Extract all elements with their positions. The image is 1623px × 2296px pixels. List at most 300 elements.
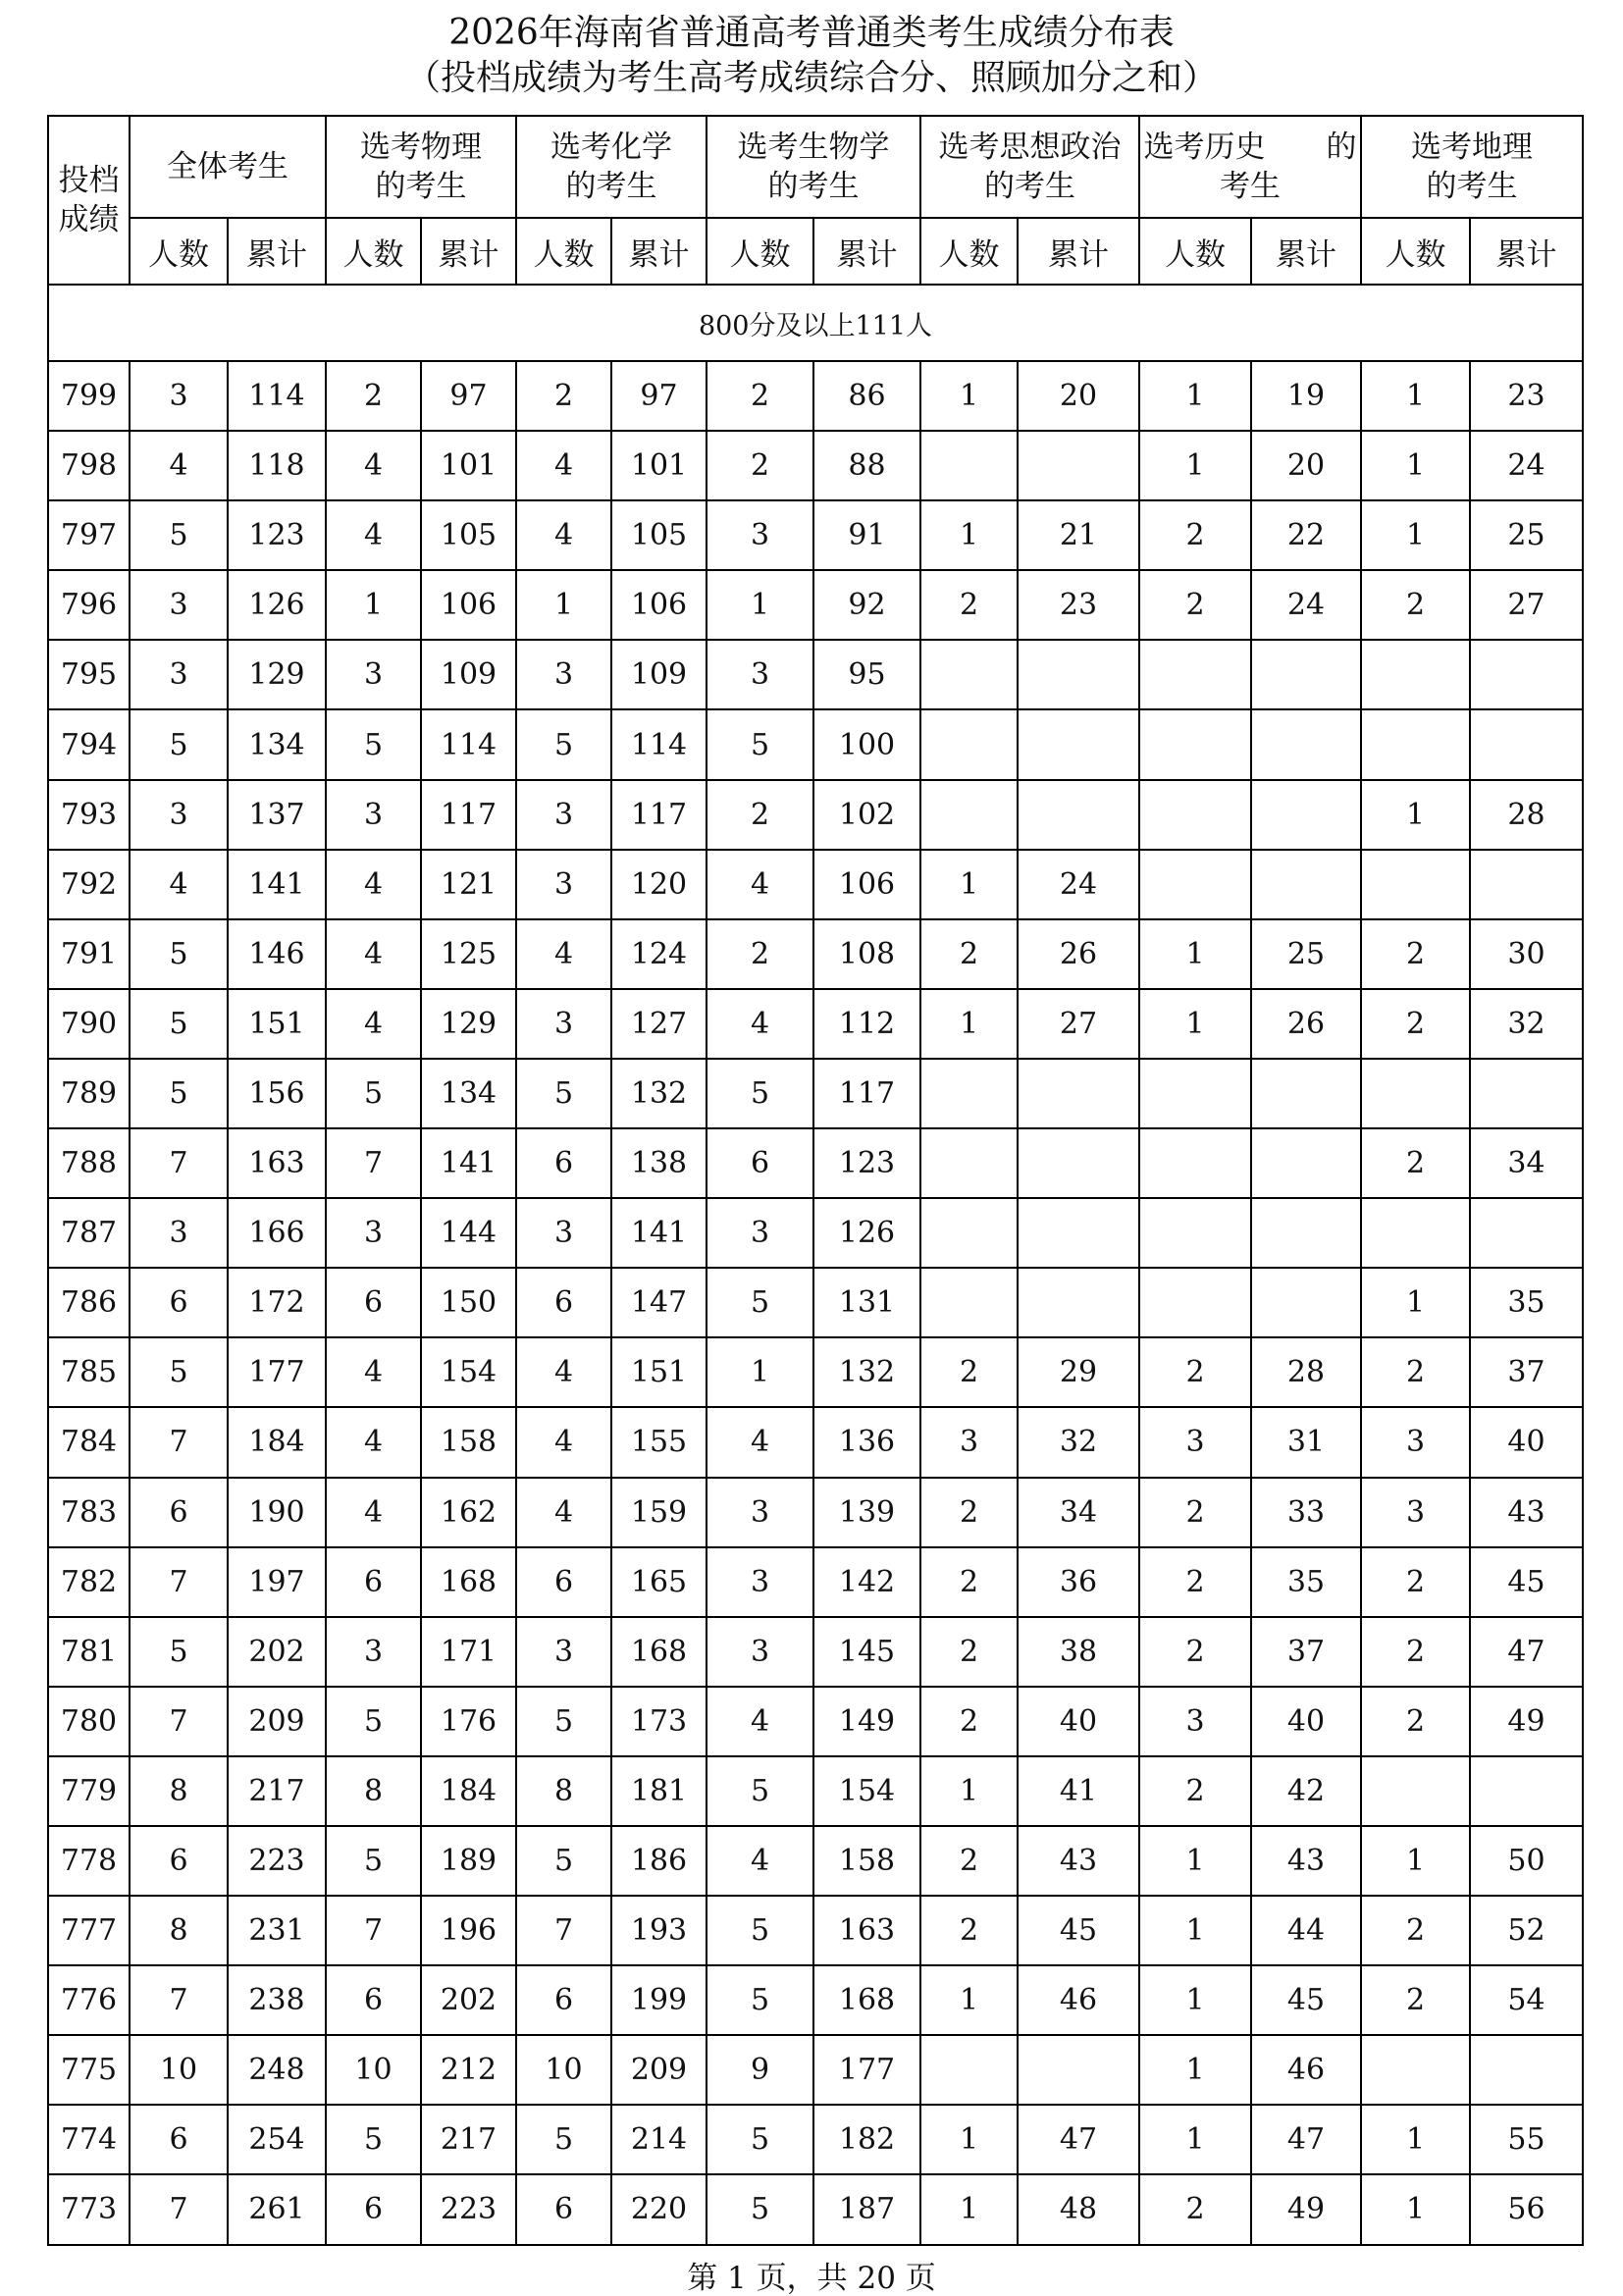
physics-cumulative-cell: 101 bbox=[421, 431, 516, 500]
politics-cumulative-cell bbox=[1018, 780, 1139, 850]
politics-count-cell: 1 bbox=[920, 2105, 1018, 2174]
physics-count-cell: 5 bbox=[326, 709, 421, 779]
score-cell: 795 bbox=[48, 640, 130, 709]
physics-cumulative-cell: 106 bbox=[421, 570, 516, 640]
group-header-geography bbox=[1361, 116, 1583, 218]
physics-cumulative-cell: 162 bbox=[421, 1478, 516, 1547]
history-count-cell bbox=[1139, 850, 1251, 919]
chemistry-cumulative-cell: 181 bbox=[611, 1756, 707, 1826]
geography-count-cell: 1 bbox=[1361, 500, 1470, 570]
history-count-cell: 1 bbox=[1139, 919, 1251, 989]
geography-count-cell: 1 bbox=[1361, 1826, 1470, 1896]
geography-count-cell: 2 bbox=[1361, 989, 1470, 1059]
politics-count-cell bbox=[920, 2035, 1018, 2105]
biology-cumulative-cell: 88 bbox=[813, 431, 920, 500]
score-header-cell bbox=[48, 116, 130, 285]
table-row bbox=[48, 431, 1583, 500]
biology-cumulative-cell: 117 bbox=[813, 1059, 920, 1128]
biology-cumulative-cell: 154 bbox=[813, 1756, 920, 1826]
score-cell: 798 bbox=[48, 431, 130, 500]
score-cell: 776 bbox=[48, 1965, 130, 2035]
physics-count-cell: 6 bbox=[326, 1547, 421, 1617]
chemistry-count-cell: 8 bbox=[516, 1756, 611, 1826]
geography-cumulative-cell bbox=[1470, 709, 1583, 779]
chemistry-cumulative-cell: 117 bbox=[611, 780, 707, 850]
chemistry-cumulative-cell: 141 bbox=[611, 1198, 707, 1268]
physics-count-cell: 7 bbox=[326, 1896, 421, 1965]
all-cumulative-cell: 118 bbox=[228, 431, 326, 500]
history-cumulative-cell: 47 bbox=[1251, 2105, 1361, 2174]
biology-count-cell: 5 bbox=[707, 709, 813, 779]
chemistry-cumulative-cell: 220 bbox=[611, 2174, 707, 2244]
group-header-biology bbox=[707, 116, 920, 218]
geography-count-cell: 1 bbox=[1361, 431, 1470, 500]
biology-count-cell: 4 bbox=[707, 1407, 813, 1477]
chemistry-cumulative-cell: 127 bbox=[611, 989, 707, 1059]
geography-count-cell bbox=[1361, 2035, 1470, 2105]
history-count-cell: 2 bbox=[1139, 1337, 1251, 1407]
biology-count-cell: 2 bbox=[707, 361, 813, 431]
geography-count-cell bbox=[1361, 1198, 1470, 1268]
banner-cell: 800分及以上111人 bbox=[48, 285, 1583, 361]
physics-count-cell: 5 bbox=[326, 1687, 421, 1756]
history-count-cell: 2 bbox=[1139, 1617, 1251, 1687]
biology-count-cell: 5 bbox=[707, 1059, 813, 1128]
biology-cumulative-cell: 163 bbox=[813, 1896, 920, 1965]
chemistry-cumulative-cell: 214 bbox=[611, 2105, 707, 2174]
physics-cumulative-cell: 117 bbox=[421, 780, 516, 850]
physics-cumulative-cell: 189 bbox=[421, 1826, 516, 1896]
group-header-line1: 选考化学 bbox=[550, 130, 672, 165]
biology-cumulative-cell: 100 bbox=[813, 709, 920, 779]
all-count-cell: 3 bbox=[130, 570, 228, 640]
history-count-cell bbox=[1139, 1059, 1251, 1128]
biology-count-cell: 3 bbox=[707, 500, 813, 570]
chemistry-count-cell: 4 bbox=[516, 1407, 611, 1477]
table-row bbox=[48, 780, 1583, 850]
score-cell: 797 bbox=[48, 500, 130, 570]
history-cumulative-cell bbox=[1251, 1268, 1361, 1337]
chemistry-count-cell: 3 bbox=[516, 780, 611, 850]
politics-cumulative-cell: 20 bbox=[1018, 361, 1139, 431]
count-header: 人数 bbox=[1139, 218, 1251, 285]
biology-cumulative-cell: 92 bbox=[813, 570, 920, 640]
table-row bbox=[48, 1687, 1583, 1756]
group-header-all bbox=[130, 116, 326, 218]
geography-cumulative-cell: 23 bbox=[1470, 361, 1583, 431]
physics-cumulative-cell: 114 bbox=[421, 709, 516, 779]
count-header: 人数 bbox=[920, 218, 1018, 285]
chemistry-count-cell: 4 bbox=[516, 1478, 611, 1547]
score-cell: 773 bbox=[48, 2174, 130, 2244]
group-header-politics bbox=[920, 116, 1139, 218]
all-cumulative-cell: 156 bbox=[228, 1059, 326, 1128]
politics-count-cell: 3 bbox=[920, 1407, 1018, 1477]
chemistry-count-cell: 3 bbox=[516, 1617, 611, 1687]
physics-cumulative-cell: 223 bbox=[421, 2174, 516, 2244]
politics-count-cell bbox=[920, 1268, 1018, 1337]
geography-count-cell: 2 bbox=[1361, 1896, 1470, 1965]
chemistry-count-cell: 6 bbox=[516, 2174, 611, 2244]
history-cumulative-cell: 49 bbox=[1251, 2174, 1361, 2244]
all-cumulative-cell: 223 bbox=[228, 1826, 326, 1896]
biology-cumulative-cell: 102 bbox=[813, 780, 920, 850]
biology-cumulative-cell: 106 bbox=[813, 850, 920, 919]
chemistry-cumulative-cell: 114 bbox=[611, 709, 707, 779]
geography-count-cell bbox=[1361, 709, 1470, 779]
politics-count-cell bbox=[920, 1198, 1018, 1268]
history-count-cell: 1 bbox=[1139, 1896, 1251, 1965]
group-header-chemistry bbox=[516, 116, 707, 218]
group-header-line2: 的考生 bbox=[767, 169, 860, 204]
physics-cumulative-cell: 141 bbox=[421, 1128, 516, 1198]
history-cumulative-cell: 42 bbox=[1251, 1756, 1361, 1826]
table-row bbox=[48, 361, 1583, 431]
politics-cumulative-cell: 41 bbox=[1018, 1756, 1139, 1826]
history-cumulative-cell bbox=[1251, 640, 1361, 709]
biology-count-cell: 5 bbox=[707, 1268, 813, 1337]
table-row bbox=[48, 570, 1583, 640]
history-count-cell bbox=[1139, 1268, 1251, 1337]
geography-cumulative-cell bbox=[1470, 1756, 1583, 1826]
geography-cumulative-cell: 45 bbox=[1470, 1547, 1583, 1617]
biology-count-cell: 4 bbox=[707, 1687, 813, 1756]
score-cell: 778 bbox=[48, 1826, 130, 1896]
chemistry-cumulative-cell: 209 bbox=[611, 2035, 707, 2105]
all-cumulative-cell: 123 bbox=[228, 500, 326, 570]
score-distribution-table bbox=[47, 115, 1584, 2246]
cumulative-header: 累计 bbox=[611, 218, 707, 285]
geography-count-cell: 1 bbox=[1361, 1268, 1470, 1337]
chemistry-count-cell: 5 bbox=[516, 709, 611, 779]
physics-count-cell: 3 bbox=[326, 1198, 421, 1268]
biology-count-cell: 3 bbox=[707, 1478, 813, 1547]
all-count-cell: 4 bbox=[130, 431, 228, 500]
count-header: 人数 bbox=[326, 218, 421, 285]
count-header: 人数 bbox=[707, 218, 813, 285]
politics-count-cell: 1 bbox=[920, 989, 1018, 1059]
table-row bbox=[48, 1826, 1583, 1896]
chemistry-cumulative-cell: 120 bbox=[611, 850, 707, 919]
table-row bbox=[48, 1059, 1583, 1128]
chemistry-count-cell: 4 bbox=[516, 919, 611, 989]
all-cumulative-cell: 163 bbox=[228, 1128, 326, 1198]
physics-cumulative-cell: 150 bbox=[421, 1268, 516, 1337]
politics-count-cell: 2 bbox=[920, 1337, 1018, 1407]
biology-cumulative-cell: 132 bbox=[813, 1337, 920, 1407]
politics-cumulative-cell: 46 bbox=[1018, 1965, 1139, 2035]
score-cell: 787 bbox=[48, 1198, 130, 1268]
group-header-physics bbox=[326, 116, 516, 218]
chemistry-count-cell: 6 bbox=[516, 1268, 611, 1337]
biology-cumulative-cell: 168 bbox=[813, 1965, 920, 2035]
score-cell: 792 bbox=[48, 850, 130, 919]
history-cumulative-cell bbox=[1251, 780, 1361, 850]
geography-count-cell: 3 bbox=[1361, 1478, 1470, 1547]
history-count-cell: 2 bbox=[1139, 570, 1251, 640]
geography-count-cell bbox=[1361, 1059, 1470, 1128]
all-cumulative-cell: 261 bbox=[228, 2174, 326, 2244]
all-count-cell: 4 bbox=[130, 850, 228, 919]
geography-cumulative-cell: 47 bbox=[1470, 1617, 1583, 1687]
all-count-cell: 7 bbox=[130, 1407, 228, 1477]
physics-count-cell: 6 bbox=[326, 1965, 421, 2035]
physics-cumulative-cell: 144 bbox=[421, 1198, 516, 1268]
all-cumulative-cell: 141 bbox=[228, 850, 326, 919]
politics-count-cell: 1 bbox=[920, 500, 1018, 570]
geography-count-cell: 2 bbox=[1361, 919, 1470, 989]
all-count-cell: 6 bbox=[130, 1478, 228, 1547]
history-count-cell: 3 bbox=[1139, 1687, 1251, 1756]
biology-count-cell: 5 bbox=[707, 1896, 813, 1965]
history-cumulative-cell: 28 bbox=[1251, 1337, 1361, 1407]
chemistry-cumulative-cell: 109 bbox=[611, 640, 707, 709]
chemistry-count-cell: 5 bbox=[516, 2105, 611, 2174]
history-count-cell bbox=[1139, 780, 1251, 850]
all-cumulative-cell: 209 bbox=[228, 1687, 326, 1756]
chemistry-count-cell: 4 bbox=[516, 1337, 611, 1407]
chemistry-count-cell: 4 bbox=[516, 500, 611, 570]
all-count-cell: 5 bbox=[130, 989, 228, 1059]
politics-cumulative-cell: 21 bbox=[1018, 500, 1139, 570]
chemistry-count-cell: 6 bbox=[516, 1547, 611, 1617]
history-cumulative-cell: 25 bbox=[1251, 919, 1361, 989]
politics-cumulative-cell: 27 bbox=[1018, 989, 1139, 1059]
score-cell: 799 bbox=[48, 361, 130, 431]
cumulative-header: 累计 bbox=[1470, 218, 1583, 285]
biology-count-cell: 4 bbox=[707, 1826, 813, 1896]
history-cumulative-cell: 37 bbox=[1251, 1617, 1361, 1687]
biology-cumulative-cell: 126 bbox=[813, 1198, 920, 1268]
score-cell: 779 bbox=[48, 1756, 130, 1826]
biology-cumulative-cell: 136 bbox=[813, 1407, 920, 1477]
politics-count-cell bbox=[920, 431, 1018, 500]
cumulative-header: 累计 bbox=[421, 218, 516, 285]
document-subtitle: （投档成绩为考生高考成绩综合分、照顾加分之和） bbox=[404, 58, 1218, 98]
chemistry-cumulative-cell: 168 bbox=[611, 1617, 707, 1687]
table-row bbox=[48, 1617, 1583, 1687]
physics-cumulative-cell: 196 bbox=[421, 1896, 516, 1965]
all-cumulative-cell: 184 bbox=[228, 1407, 326, 1477]
politics-count-cell: 2 bbox=[920, 919, 1018, 989]
geography-cumulative-cell: 24 bbox=[1470, 431, 1583, 500]
history-cumulative-cell: 46 bbox=[1251, 2035, 1361, 2105]
politics-cumulative-cell bbox=[1018, 1268, 1139, 1337]
table-row bbox=[48, 1337, 1583, 1407]
geography-count-cell: 2 bbox=[1361, 1617, 1470, 1687]
table-row bbox=[48, 1478, 1583, 1547]
geography-cumulative-cell: 50 bbox=[1470, 1826, 1583, 1896]
geography-count-cell: 1 bbox=[1361, 2174, 1470, 2244]
geography-cumulative-cell: 35 bbox=[1470, 1268, 1583, 1337]
all-count-cell: 8 bbox=[130, 1896, 228, 1965]
geography-count-cell: 1 bbox=[1361, 2105, 1470, 2174]
all-count-cell: 5 bbox=[130, 1617, 228, 1687]
biology-count-cell: 2 bbox=[707, 431, 813, 500]
table-row bbox=[48, 1965, 1583, 2035]
history-cumulative-cell: 40 bbox=[1251, 1687, 1361, 1756]
group-header-line2: 的考生 bbox=[565, 169, 657, 204]
history-cumulative-cell bbox=[1251, 850, 1361, 919]
table-row bbox=[48, 1756, 1583, 1826]
physics-count-cell: 4 bbox=[326, 919, 421, 989]
all-count-cell: 3 bbox=[130, 640, 228, 709]
physics-count-cell: 4 bbox=[326, 500, 421, 570]
all-cumulative-cell: 177 bbox=[228, 1337, 326, 1407]
all-count-cell: 3 bbox=[130, 1198, 228, 1268]
biology-count-cell: 3 bbox=[707, 1547, 813, 1617]
score-cell: 788 bbox=[48, 1128, 130, 1198]
score-cell: 789 bbox=[48, 1059, 130, 1128]
politics-count-cell: 2 bbox=[920, 1478, 1018, 1547]
group-header-line2: 考生 bbox=[1220, 169, 1281, 204]
physics-count-cell: 3 bbox=[326, 1617, 421, 1687]
score-cell: 781 bbox=[48, 1617, 130, 1687]
all-count-cell: 6 bbox=[130, 1826, 228, 1896]
table-row bbox=[48, 919, 1583, 989]
geography-cumulative-cell: 28 bbox=[1470, 780, 1583, 850]
all-cumulative-cell: 129 bbox=[228, 640, 326, 709]
politics-count-cell: 2 bbox=[920, 1547, 1018, 1617]
geography-cumulative-cell bbox=[1470, 1059, 1583, 1128]
chemistry-count-cell: 1 bbox=[516, 570, 611, 640]
score-cell: 794 bbox=[48, 709, 130, 779]
biology-count-cell: 3 bbox=[707, 1198, 813, 1268]
physics-count-cell: 4 bbox=[326, 1478, 421, 1547]
table-row bbox=[48, 500, 1583, 570]
history-count-cell bbox=[1139, 1198, 1251, 1268]
geography-count-cell: 2 bbox=[1361, 1965, 1470, 2035]
score-cell: 786 bbox=[48, 1268, 130, 1337]
chemistry-count-cell: 3 bbox=[516, 850, 611, 919]
politics-cumulative-cell bbox=[1018, 709, 1139, 779]
physics-count-cell: 10 bbox=[326, 2035, 421, 2105]
score-cell: 777 bbox=[48, 1896, 130, 1965]
physics-count-cell: 4 bbox=[326, 1407, 421, 1477]
history-cumulative-cell: 22 bbox=[1251, 500, 1361, 570]
politics-count-cell: 2 bbox=[920, 1896, 1018, 1965]
physics-count-cell: 4 bbox=[326, 989, 421, 1059]
biology-count-cell: 5 bbox=[707, 1756, 813, 1826]
all-count-cell: 5 bbox=[130, 1059, 228, 1128]
count-header: 人数 bbox=[516, 218, 611, 285]
politics-cumulative-cell: 32 bbox=[1018, 1407, 1139, 1477]
politics-cumulative-cell bbox=[1018, 2035, 1139, 2105]
chemistry-count-cell: 4 bbox=[516, 431, 611, 500]
group-header-line2: 的考生 bbox=[984, 169, 1075, 204]
all-count-cell: 5 bbox=[130, 500, 228, 570]
politics-cumulative-cell: 34 bbox=[1018, 1478, 1139, 1547]
biology-count-cell: 5 bbox=[707, 1965, 813, 2035]
geography-count-cell: 2 bbox=[1361, 570, 1470, 640]
history-cumulative-cell bbox=[1251, 1128, 1361, 1198]
chemistry-count-cell: 6 bbox=[516, 1965, 611, 2035]
biology-cumulative-cell: 123 bbox=[813, 1128, 920, 1198]
all-count-cell: 3 bbox=[130, 361, 228, 431]
all-cumulative-cell: 126 bbox=[228, 570, 326, 640]
geography-cumulative-cell bbox=[1470, 2035, 1583, 2105]
score-cell: 793 bbox=[48, 780, 130, 850]
biology-count-cell: 4 bbox=[707, 989, 813, 1059]
all-cumulative-cell: 231 bbox=[228, 1896, 326, 1965]
geography-cumulative-cell: 40 bbox=[1470, 1407, 1583, 1477]
politics-count-cell: 2 bbox=[920, 1826, 1018, 1896]
all-count-cell: 5 bbox=[130, 709, 228, 779]
group-header-line2: 的考生 bbox=[1426, 169, 1518, 204]
politics-count-cell: 2 bbox=[920, 570, 1018, 640]
score-cell: 783 bbox=[48, 1478, 130, 1547]
history-count-cell: 1 bbox=[1139, 1826, 1251, 1896]
table-row bbox=[48, 1896, 1583, 1965]
all-count-cell: 8 bbox=[130, 1756, 228, 1826]
physics-count-cell: 5 bbox=[326, 2105, 421, 2174]
count-header: 人数 bbox=[130, 218, 228, 285]
geography-cumulative-cell bbox=[1470, 850, 1583, 919]
physics-cumulative-cell: 125 bbox=[421, 919, 516, 989]
politics-cumulative-cell: 45 bbox=[1018, 1896, 1139, 1965]
header-row-groups bbox=[48, 116, 1583, 218]
history-cumulative-cell: 24 bbox=[1251, 570, 1361, 640]
geography-cumulative-cell: 37 bbox=[1470, 1337, 1583, 1407]
group-header-line1: 选考生物学 bbox=[737, 130, 890, 165]
table-row bbox=[48, 1547, 1583, 1617]
biology-count-cell: 6 bbox=[707, 1128, 813, 1198]
biology-cumulative-cell: 142 bbox=[813, 1547, 920, 1617]
physics-cumulative-cell: 212 bbox=[421, 2035, 516, 2105]
biology-cumulative-cell: 91 bbox=[813, 500, 920, 570]
all-count-cell: 7 bbox=[130, 1128, 228, 1198]
physics-cumulative-cell: 154 bbox=[421, 1337, 516, 1407]
history-count-cell: 1 bbox=[1139, 2105, 1251, 2174]
table-row bbox=[48, 1268, 1583, 1337]
physics-cumulative-cell: 129 bbox=[421, 989, 516, 1059]
group-header-line1: 选考思想政治 bbox=[938, 130, 1122, 165]
history-count-cell: 3 bbox=[1139, 1407, 1251, 1477]
politics-cumulative-cell: 23 bbox=[1018, 570, 1139, 640]
biology-count-cell: 2 bbox=[707, 780, 813, 850]
politics-cumulative-cell bbox=[1018, 1059, 1139, 1128]
biology-cumulative-cell: 112 bbox=[813, 989, 920, 1059]
chemistry-cumulative-cell: 132 bbox=[611, 1059, 707, 1128]
chemistry-cumulative-cell: 138 bbox=[611, 1128, 707, 1198]
geography-cumulative-cell bbox=[1470, 640, 1583, 709]
physics-cumulative-cell: 217 bbox=[421, 2105, 516, 2174]
physics-count-cell: 3 bbox=[326, 780, 421, 850]
physics-cumulative-cell: 134 bbox=[421, 1059, 516, 1128]
score-cell: 775 bbox=[48, 2035, 130, 2105]
history-count-cell: 1 bbox=[1139, 989, 1251, 1059]
politics-count-cell bbox=[920, 640, 1018, 709]
table-row bbox=[48, 709, 1583, 779]
politics-cumulative-cell: 40 bbox=[1018, 1687, 1139, 1756]
biology-cumulative-cell: 187 bbox=[813, 2174, 920, 2244]
politics-count-cell bbox=[920, 709, 1018, 779]
biology-count-cell: 9 bbox=[707, 2035, 813, 2105]
biology-count-cell: 4 bbox=[707, 850, 813, 919]
header-row-subcolumns bbox=[48, 218, 1583, 285]
physics-cumulative-cell: 97 bbox=[421, 361, 516, 431]
history-cumulative-cell: 43 bbox=[1251, 1826, 1361, 1896]
table-row bbox=[48, 640, 1583, 709]
biology-count-cell: 2 bbox=[707, 919, 813, 989]
geography-count-cell bbox=[1361, 1756, 1470, 1826]
history-count-cell bbox=[1139, 709, 1251, 779]
history-cumulative-cell: 45 bbox=[1251, 1965, 1361, 2035]
biology-cumulative-cell: 139 bbox=[813, 1478, 920, 1547]
all-count-cell: 7 bbox=[130, 1547, 228, 1617]
biology-cumulative-cell: 149 bbox=[813, 1687, 920, 1756]
count-header: 人数 bbox=[1361, 218, 1470, 285]
